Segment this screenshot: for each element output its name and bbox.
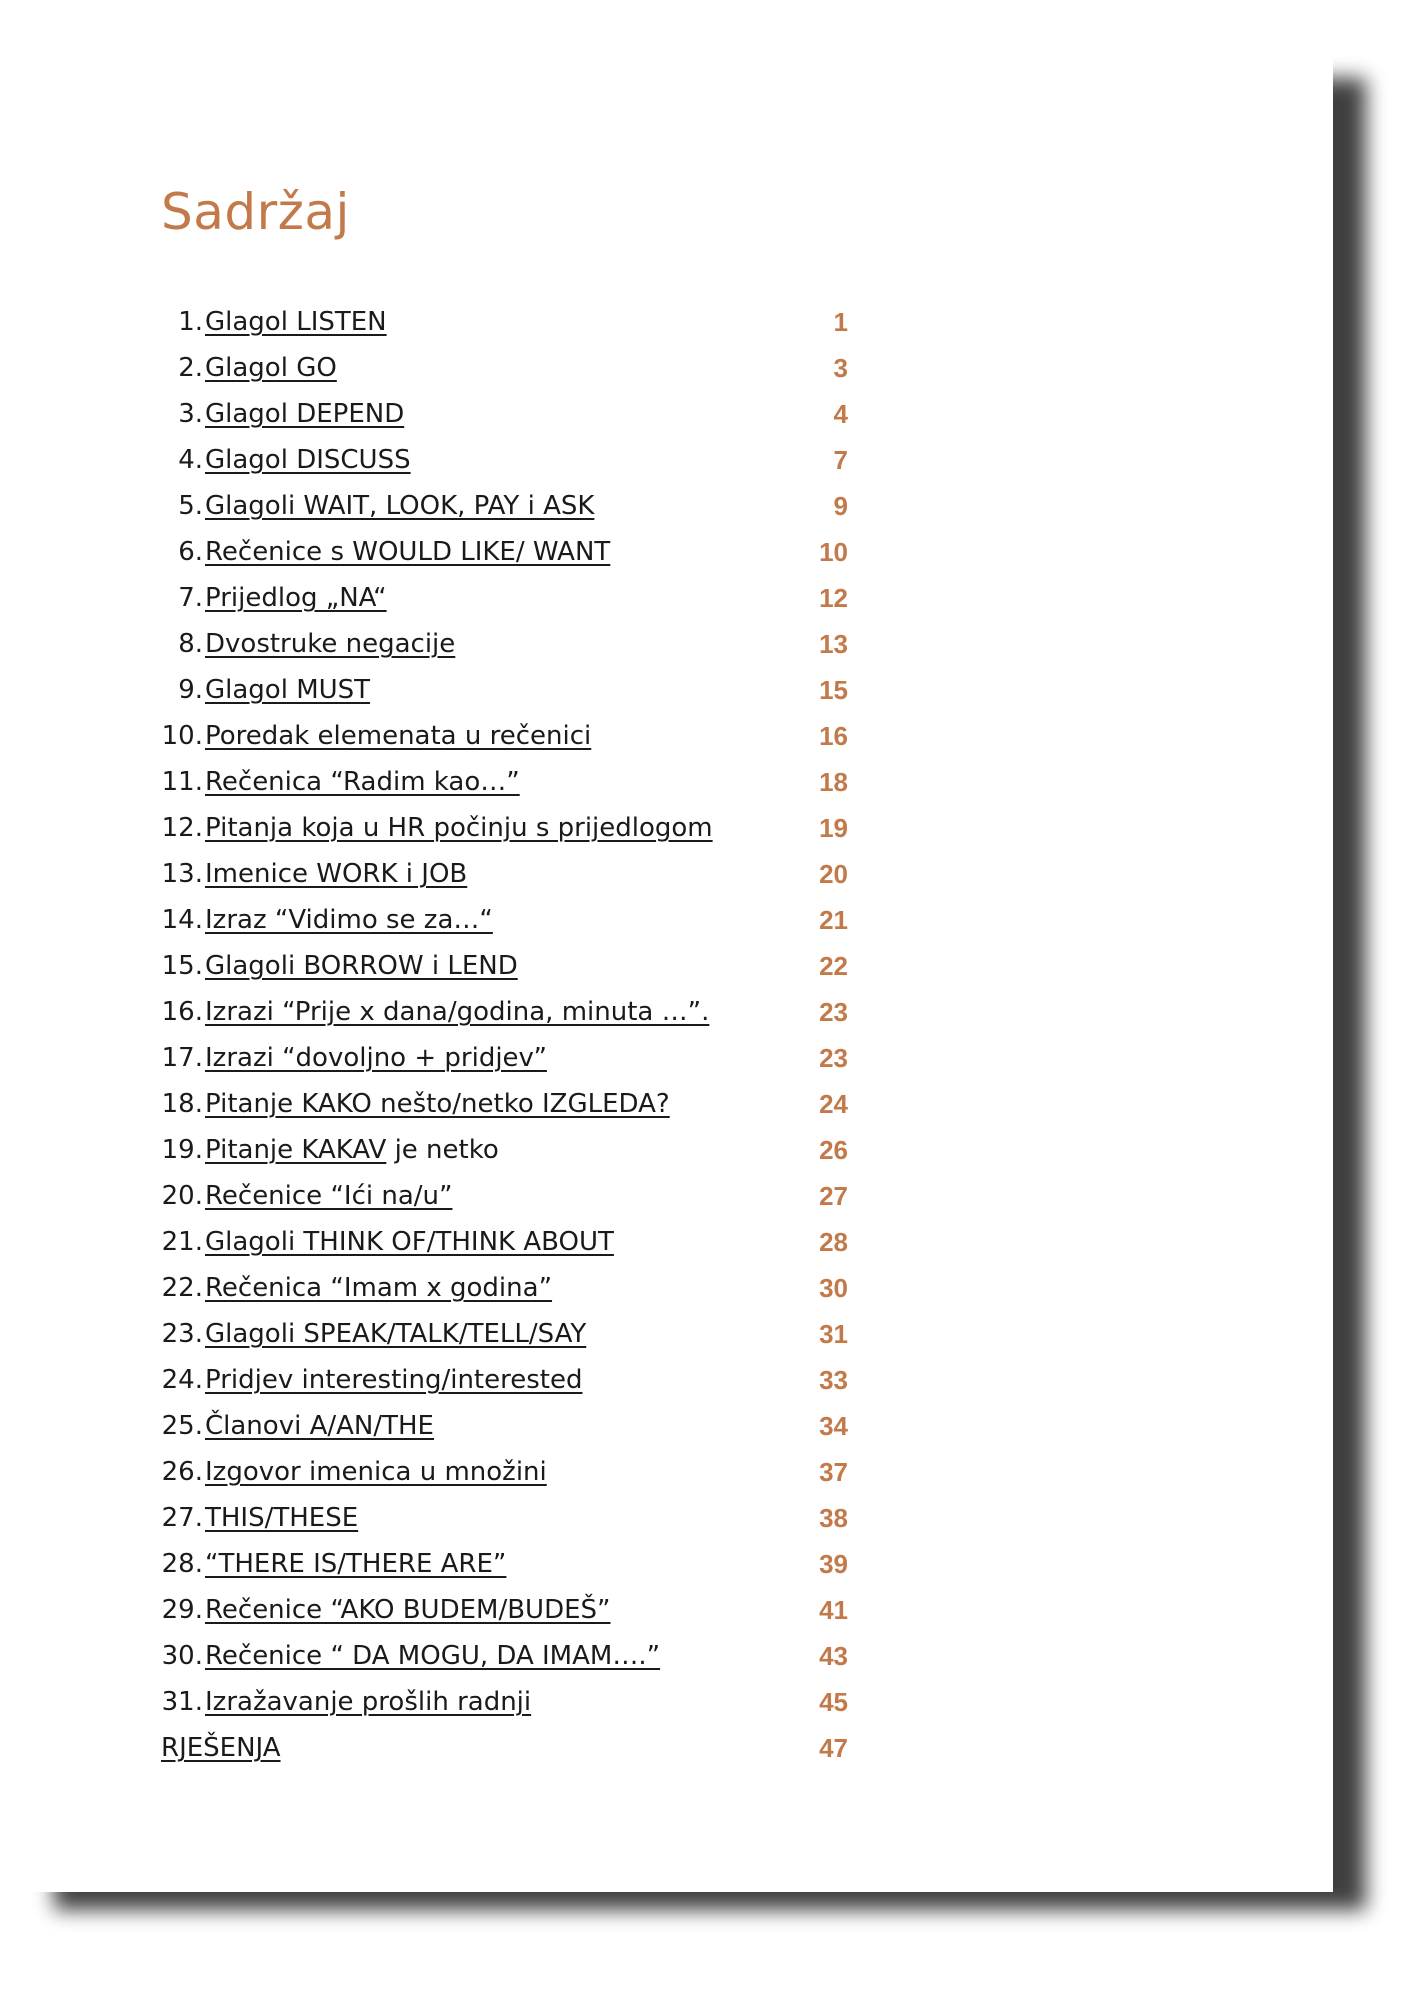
toc-entry: [30, 391, 1333, 437]
toc-page-number: 24: [819, 1089, 848, 1119]
toc-entry: [30, 1587, 1333, 1633]
toc-link[interactable]: Poredak elemenata u rečenici: [205, 721, 592, 751]
toc-entry: [30, 575, 1333, 621]
toc-link[interactable]: Izražavanje prošlih radnji: [205, 1687, 532, 1717]
toc-entry: [30, 1495, 1333, 1541]
toc-entry-number: 18.: [161, 1089, 203, 1119]
toc-entry: [30, 805, 1333, 851]
toc-page-number: 41: [819, 1595, 848, 1625]
toc-entry-label: [205, 575, 387, 621]
table-of-contents: [30, 299, 1333, 1771]
toc-entry-number: 6.: [178, 537, 203, 567]
toc-entry-number: 4.: [178, 445, 203, 475]
toc-entry: [30, 483, 1333, 529]
toc-page-number: 7: [833, 445, 848, 475]
toc-entry-number: 2.: [178, 353, 203, 383]
toc-entry-label: [205, 1173, 452, 1219]
toc-entry-number: 30.: [161, 1641, 203, 1671]
toc-page-number: 30: [819, 1273, 848, 1303]
toc-entry-number: 10.: [161, 721, 203, 751]
toc-page-number: 12: [819, 583, 848, 613]
toc-link[interactable]: Imenice WORK i JOB: [205, 859, 468, 889]
toc-entry-number: 21.: [161, 1227, 203, 1257]
toc-entry-label: [205, 1265, 552, 1311]
toc-entry-label: [205, 667, 370, 713]
toc-entry-label: [205, 437, 411, 483]
toc-link[interactable]: Rečenice “Ići na/u”: [205, 1181, 453, 1211]
toc-entry: [30, 1679, 1333, 1725]
toc-entry-label: [205, 713, 591, 759]
toc-link[interactable]: Glagoli BORROW i LEND: [205, 951, 518, 981]
toc-entry-label: [205, 943, 518, 989]
toc-entry-number: 12.: [161, 813, 203, 843]
toc-entry: [30, 759, 1333, 805]
toc-page-number: 10: [819, 537, 848, 567]
toc-entry-label: [205, 345, 337, 391]
toc-link[interactable]: Prijedlog „NA“: [205, 583, 387, 613]
toc-page-number: 16: [819, 721, 848, 751]
toc-entry: [30, 621, 1333, 667]
page-title: Sadržaj: [161, 183, 350, 241]
toc-page-number: 19: [819, 813, 848, 843]
toc-entry-label: [205, 1403, 434, 1449]
toc-entry-label: [205, 1449, 547, 1495]
toc-entry: [30, 1311, 1333, 1357]
toc-entry-number: 19.: [161, 1135, 203, 1165]
toc-entry-number: 3.: [178, 399, 203, 429]
toc-entry-number: 20.: [161, 1181, 203, 1211]
toc-entry: [30, 437, 1333, 483]
toc-entry-number: 13.: [161, 859, 203, 889]
toc-entry-number: 28.: [161, 1549, 203, 1579]
toc-entry: [30, 1127, 1333, 1173]
toc-page-number: 23: [819, 1043, 848, 1073]
toc-entry: [30, 345, 1333, 391]
toc-page-number: 15: [819, 675, 848, 705]
toc-link[interactable]: Rečenice s WOULD LIKE/ WANT: [205, 537, 611, 567]
toc-entry: [30, 1173, 1333, 1219]
toc-page-number: 4: [833, 399, 848, 429]
toc-entry-final: [30, 1725, 1333, 1771]
toc-entry-number: 7.: [178, 583, 203, 613]
toc-entry: [30, 1081, 1333, 1127]
toc-entry-suffix: je netko: [386, 1135, 499, 1165]
toc-page-number: 37: [819, 1457, 848, 1487]
toc-entry-number: 31.: [161, 1687, 203, 1717]
toc-entry-label: [205, 897, 493, 943]
toc-link[interactable]: Glagol GO: [205, 353, 337, 383]
toc-page-number: 26: [819, 1135, 848, 1165]
toc-page-number: 1: [833, 307, 848, 337]
toc-link[interactable]: Glagoli WAIT, LOOK, PAY i ASK: [205, 491, 595, 521]
toc-entry-label: [205, 1587, 611, 1633]
toc-entry: [30, 1219, 1333, 1265]
toc-entry: [30, 1633, 1333, 1679]
toc-page-number: 20: [819, 859, 848, 889]
toc-link[interactable]: Izgovor imenica u množini: [205, 1457, 547, 1487]
toc-link[interactable]: Pitanje KAKO nešto/netko IZGLEDA?: [205, 1089, 670, 1119]
toc-entry-label: [205, 1035, 547, 1081]
toc-page-number: 27: [819, 1181, 848, 1211]
toc-entry-label: [205, 1541, 506, 1587]
toc-entry: [30, 1449, 1333, 1495]
toc-link[interactable]: Pitanje KAKAV: [205, 1135, 387, 1165]
toc-link[interactable]: “THERE IS/THERE ARE”: [205, 1549, 507, 1579]
toc-entry-number: 8.: [178, 629, 203, 659]
toc-entry-label: [205, 391, 404, 437]
toc-entry: [30, 1035, 1333, 1081]
toc-entry-number: 5.: [178, 491, 203, 521]
toc-entry-label: [205, 483, 594, 529]
toc-entry: [30, 529, 1333, 575]
toc-entry: [30, 1265, 1333, 1311]
toc-entry-label: [205, 299, 387, 345]
toc-entry-number: 14.: [161, 905, 203, 935]
toc-entry: [30, 897, 1333, 943]
toc-page-number: 13: [819, 629, 848, 659]
toc-entry-number: 16.: [161, 997, 203, 1027]
toc-page-number: 3: [833, 353, 848, 383]
toc-link[interactable]: Glagoli SPEAK/TALK/TELL/SAY: [205, 1319, 587, 1349]
toc-entry-label: [205, 1127, 499, 1173]
toc-entry: [30, 667, 1333, 713]
toc-entry-label: [205, 621, 455, 667]
toc-entry-label: [205, 1495, 358, 1541]
toc-entry-number: 22.: [161, 1273, 203, 1303]
toc-link[interactable]: Glagoli THINK OF/THINK ABOUT: [205, 1227, 614, 1257]
toc-entry-number: 9.: [178, 675, 203, 705]
toc-entry: [30, 851, 1333, 897]
toc-entry-label: [205, 529, 610, 575]
toc-entry: [30, 1403, 1333, 1449]
toc-page-number: 22: [819, 951, 848, 981]
toc-entry-label: [205, 851, 467, 897]
document-page: [30, 52, 1333, 1892]
toc-link[interactable]: Glagol DISCUSS: [205, 445, 411, 475]
toc-link[interactable]: Rečenica “Imam x godina”: [205, 1273, 553, 1303]
toc-entry: [30, 989, 1333, 1035]
toc-entry-number: 25.: [161, 1411, 203, 1441]
toc-entry-number: 26.: [161, 1457, 203, 1487]
toc-entry-label: [205, 805, 713, 851]
toc-entry-number: 1.: [178, 307, 203, 337]
toc-entry-label: [205, 989, 709, 1035]
toc-entry: [30, 299, 1333, 345]
toc-entry: [30, 713, 1333, 759]
toc-page-number: 39: [819, 1549, 848, 1579]
toc-entry-label: [205, 1219, 614, 1265]
toc-entry: [30, 1541, 1333, 1587]
toc-link[interactable]: Izrazi “Prije x dana/godina, minuta …”.: [205, 997, 710, 1027]
toc-entry-number: 17.: [161, 1043, 203, 1073]
toc-link-solutions[interactable]: RJEŠENJA: [161, 1733, 281, 1763]
toc-entry-number: 15.: [161, 951, 203, 981]
toc-page-number: 21: [819, 905, 848, 935]
toc-page-number: 34: [819, 1411, 848, 1441]
toc-link[interactable]: THIS/THESE: [205, 1503, 359, 1533]
toc-entry-label: [205, 1633, 660, 1679]
toc-page-number: 43: [819, 1641, 848, 1671]
toc-entry-number: 11.: [161, 767, 203, 797]
toc-entry-number: 29.: [161, 1595, 203, 1625]
toc-link[interactable]: Glagol DEPEND: [205, 399, 405, 429]
toc-link[interactable]: Glagol LISTEN: [205, 307, 387, 337]
toc-link[interactable]: Pitanja koja u HR počinju s prijedlogom: [205, 813, 713, 843]
toc-entry: [30, 943, 1333, 989]
toc-link[interactable]: Članovi A/AN/THE: [205, 1411, 434, 1441]
toc-link[interactable]: Glagol MUST: [205, 675, 371, 705]
toc-page-number: 47: [819, 1733, 848, 1763]
toc-link[interactable]: Pridjev interesting/interested: [205, 1365, 583, 1395]
toc-page-number: 9: [833, 491, 848, 521]
toc-page-number: 38: [819, 1503, 848, 1533]
toc-entry-number: 27.: [161, 1503, 203, 1533]
toc-link[interactable]: Rečenica “Radim kao…”: [205, 767, 520, 797]
toc-link[interactable]: Izrazi “dovoljno + pridjev”: [205, 1043, 547, 1073]
toc-link[interactable]: Rečenice “AKO BUDEM/BUDEŠ”: [205, 1595, 611, 1625]
toc-page-number: 23: [819, 997, 848, 1027]
toc-entry-label: [205, 1311, 586, 1357]
toc-entry: [30, 1357, 1333, 1403]
toc-entry-label: [205, 1081, 670, 1127]
toc-link[interactable]: Izraz “Vidimo se za…“: [205, 905, 493, 935]
toc-entry-number: 23.: [161, 1319, 203, 1349]
toc-page-number: 33: [819, 1365, 848, 1395]
toc-page-number: 28: [819, 1227, 848, 1257]
toc-link[interactable]: Dvostruke negacije: [205, 629, 456, 659]
toc-link[interactable]: Rečenice “ DA MOGU, DA IMAM….”: [205, 1641, 661, 1671]
toc-entry-number: 24.: [161, 1365, 203, 1395]
toc-entry-label: [205, 1357, 582, 1403]
toc-page-number: 18: [819, 767, 848, 797]
toc-entry-label: [205, 1679, 531, 1725]
toc-page-number: 31: [819, 1319, 848, 1349]
toc-page-number: 45: [819, 1687, 848, 1717]
toc-entry-label: [205, 759, 520, 805]
